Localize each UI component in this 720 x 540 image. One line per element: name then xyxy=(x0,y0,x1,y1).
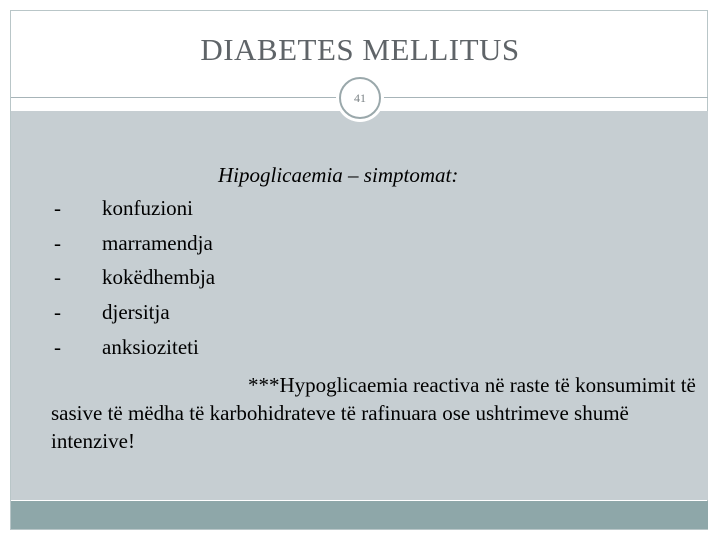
slide-number-badge xyxy=(339,77,381,119)
slide-title: DIABETES MELLITUS xyxy=(200,32,520,67)
bullet-item: konfuzioni xyxy=(102,196,193,220)
bullet-dash: - xyxy=(54,265,61,289)
slide-number: 41 xyxy=(354,90,366,105)
bullet-dash: - xyxy=(54,196,61,220)
slide-heading: Hipoglicaemia – simptomat: xyxy=(218,163,459,187)
slide-note: ***Hypoglicaemia reactiva në raste të konsumimit të sasive të mëdha të karbohidrateve të rafinuara ose ushtrimeve shumë intenzive! xyxy=(51,373,696,453)
bullet-dash: - xyxy=(54,231,61,255)
bullet-item: marramendja xyxy=(102,231,213,255)
bullet-dash: - xyxy=(54,300,61,324)
bullet-item: anksioziteti xyxy=(102,335,199,359)
bullet-item: kokëdhembja xyxy=(102,265,216,289)
footer-bar xyxy=(11,501,708,529)
bullet-item: djersitja xyxy=(102,300,170,324)
bullet-dash: - xyxy=(54,335,61,359)
